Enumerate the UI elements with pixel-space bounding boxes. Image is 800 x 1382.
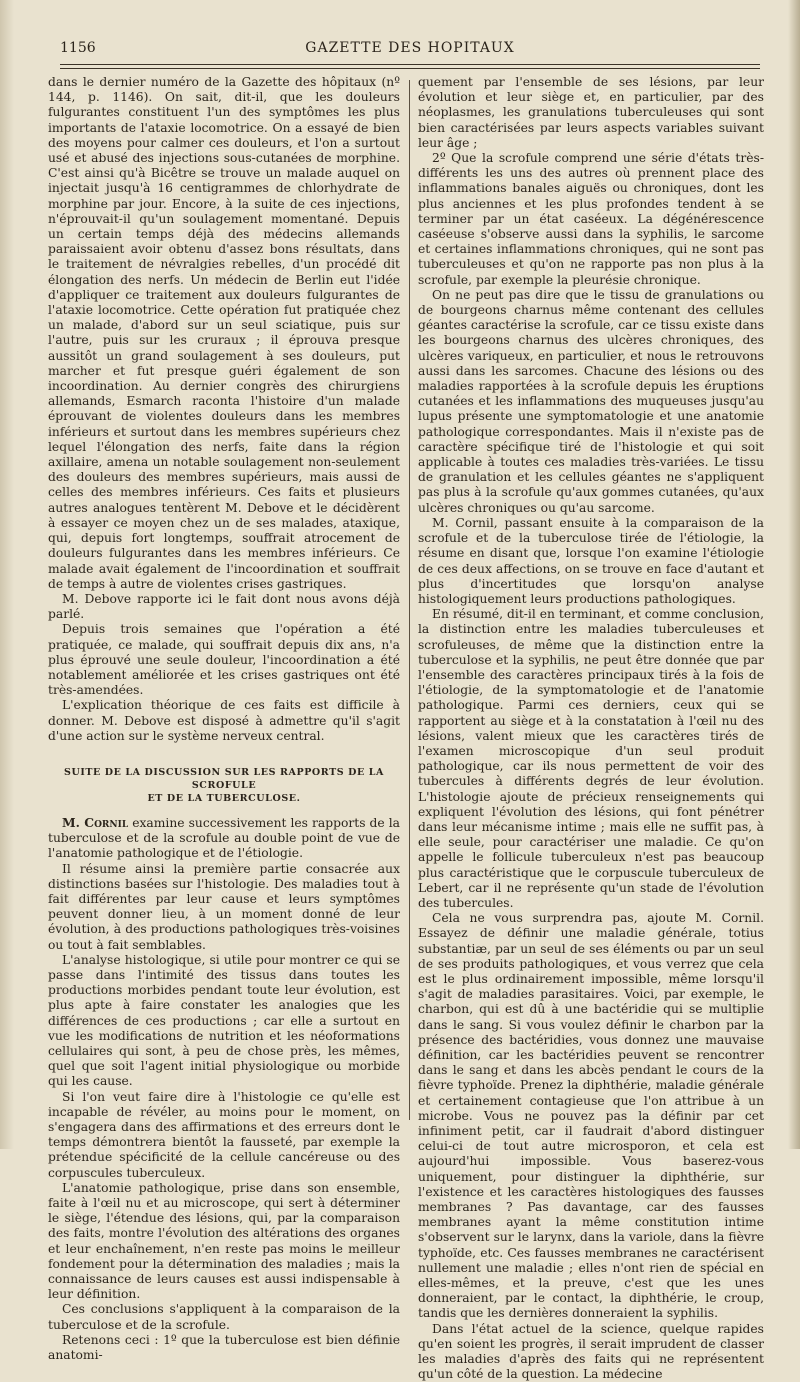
header-rule-bottom [60, 68, 760, 69]
paragraph [48, 815, 400, 862]
paragraph: Retenons ceci : 1º que la tuberculose est bien définie anatomi- [48, 1332, 400, 1363]
paragraph: 2º Que la scrofule comprend une série d'états très-différents les uns des autres où prennent place des inflammations banales aiguës ou chroniques, dont les plus anciennes et les plus profondes tendent à se terminer par un état caséeux. La dégénérescence caséeuse s'observe aussi dans la syphilis, le sarcome et certaines inflammations chroniques, qui ne sont pas tuberculeuses et qu'on ne rapporte pas non plus à la scrofule, par exemple la pleurésie chronique. [418, 151, 764, 287]
speaker-name: M. Cornil [62, 814, 129, 830]
paragraph: L'analyse histologique, si utile pour montrer ce qui se passe dans l'intimité des tissus dans toutes les productions morbides pendant toute leur évolution, est plus apte à faire constater les analogies que les différences de ces productions ; car elle a surtout en vue les modifications de nutrition et les néoformations cellulaires qui sont, à peu de chose près, les mêmes, quel que soit l'agent initial physiologique ou morbide qui les cause. [48, 952, 400, 1089]
page-header [60, 40, 760, 60]
paragraph: L'anatomie pathologique, prise dans son ensemble, faite à l'œil nu et au microscope, qui sert à déterminer le siège, l'étendue des lésions, qui, par la comparaison des faits, montre l'évolution des altérations des organes et leur enchaînement, n'en reste pas moins le meilleur fondement pour la détermination des maladies ; mais la connaissance de leurs causes est aussi indispensable à leur définition. [48, 1180, 400, 1302]
left-column [48, 75, 400, 1363]
section-title-line: ET DE LA TUBERCULOSE. [147, 792, 301, 804]
paragraph: Cela ne vous surprendra pas, ajoute M. Cornil. Essayez de définir une maladie générale, totius substantiæ, par un seul de ses éléments ou par un seul de ses produits pathologiques, et vous verrez que cela est le plus ordinairement impossible, même lorsqu'il s'agit de maladies parasitaires. Voici, par exemple, le charbon, qui est dû à une bactéridie qui se multiplie dans le sang. Si vous voulez définir le charbon par la présence des bactéridies, vous donnez une mauvaise définition, car les bactéridies peuvent se rencontrer dans le sang et dans les abcès pendant le cours de la fièvre typhoïde. Prenez la diphthérie, maladie générale et certainement contagieuse que l'on attribue à un microbe. Vous ne pouvez pas la définir par cet infiniment petit, car il faudrait d'abord distinguer celui-ci de tout autre microsporon, et cela est aujourd'hui impossible. Vous baserez-vous uniquement, pour distinguer la diphthérie, sur l'existence et les caractères histologiques des fausses membranes ? Pas davantage, car des fausses membranes ayant la même constitution intime s'observent sur le larynx, dans la variole, dans la fièvre typhoïde, etc. Ces fausses membranes ne caractérisent nullement une maladie ; elles n'ont rien de spécial en elles-mêmes, et la preuve, c'est que les unes donneraient, par le contact, la diphthérie, le croup, tandis que les dernières donneraient la syphilis. [418, 911, 764, 1321]
paragraph: M. Cornil, passant ensuite à la comparaison de la scrofule et de la tuberculose tirée de l'étiologie, la résume en disant que, lorsque l'on examine l'étiologie de ces deux affections, on se trouve en face d'autant et plus d'incertitudes que lorsqu'on analyse histologiquement leurs productions pathologiques. [418, 515, 764, 606]
paragraph: En résumé, dit-il en terminant, et comme conclusion, la distinction entre les maladies tuberculeuses et scrofuleuses, de même que la distinction entre la tuberculose et la syphilis, ne peut être donnée que par l'ensemble des caractères principaux tirés à la fois de l'étiologie, de la symptomatologie et de l'anatomie pathologique. Parmi ces derniers, ceux qui se rapportent au siège et à la constatation à l'œil nu des lésions, valent mieux que les caractères tirés de l'examen microscopique d'un seul produit pathologique, car ils nous permettent de voir des tubercules à différents degrés de leur évolution. L'histologie ajoute de précieux renseignements qui expliquent l'évolution des lésions, qui font pénétrer dans leur mécanisme intime ; mais elle ne suffit pas, à elle seule, pour caractériser une maladie. Ce qu'on appelle le follicule tuberculeux n'est pas beaucoup plus caractéristique que le corpuscule tuberculeux de Lebert, car il ne représente qu'un stade de l'évolution des tubercules. [418, 607, 764, 910]
paragraph: Ces conclusions s'appliquent à la comparaison de la tuberculose et de la scrofule. [48, 1302, 400, 1332]
paragraph: L'explication théorique de ces faits est difficile à donner. M. Debove est disposé à admettre qu'il s'agit d'une action sur le système nerveux central. [48, 698, 400, 743]
paragraph-text: examine successivement les rapports de la tuberculose et de la scrofule au double point de vue de l'anatomie pathologique et de l'étiologie. [48, 815, 400, 861]
page-number: 1156 [60, 40, 96, 56]
paragraph: Il résume ainsi la première partie consacrée aux distinctions basées sur l'histologie. Des maladies tout à fait différentes par leur cause et leurs symptômes peuvent donner lieu, à un moment donné de leur évolution, à des productions pathologiques très-voisines ou tout à fait semblables. [48, 861, 400, 952]
journal-title: GAZETTE DES HOPITAUX [305, 40, 515, 56]
paragraph: dans le dernier numéro de la Gazette des hôpitaux (nº 144, p. 1146). On sait, dit-il, que les douleurs fulgurantes constituent l'un des symptômes les plus importants de l'ataxie locomotrice. On a essayé de bien des moyens pour calmer ces douleurs, et l'on a surtout usé et abusé des injections sous-cutanées de morphine. C'est ainsi qu'à Bicêtre se trouve un malade auquel on injectait jusqu'à 16 centigrammes de chlorhydrate de morphine par jour. Encore, à la suite de ces injections, n'éprouvait-il qu'un soulagement momentané. Depuis un certain temps déjà des médecins allemands paraissaient avoir obtenu d'assez bons résultats, dans le traitement de névralgies rebelles, d'un procédé dit élongation des nerfs. Un médecin de Berlin eut l'idée d'appliquer ce traitement aux douleurs fulgurantes de l'ataxie locomotrice. Cette opération fut pratiquée chez un malade, d'abord sur un seul sciatique, puis sur l'autre, puis sur les cruraux ; il éprouva presque aussitôt un grand soulagement à ses douleurs, put marcher et fut presque guéri également de son incoordination. Au dernier congrès des chirurgiens allemands, Esmarch raconta l'histoire d'un malade éprouvant de violentes douleurs dans les membres inférieurs et surtout dans les membres supérieurs chez lequel l'élongation des nerfs, faite dans la région axillaire, amena un notable soulagement non-seulement des douleurs des membres supérieurs, mais aussi de celles des membres inférieurs. Ces faits et plusieurs autres analogues tentèrent M. Debove et le décidèrent à essayer ce moyen chez un de ses malades, ataxique, qui, depuis fort longtemps, souffrait atrocement de douleurs fulgurantes dans les membres inférieurs. Ce malade avait également de l'incoordination et souffrait de temps à autre de violentes crises gastriques. [48, 75, 400, 591]
paragraph: On ne peut pas dire que le tissu de granulations ou de bourgeons charnus même contenant des cellules géantes caractérise la scrofule, car ce tissu existe dans les bourgeons charnus des ulcères chroniques, des ulcères variqueux, en particulier, et nous le retrouvons aussi dans les sarcomes. Chacune des lésions ou des maladies rapportées à la scrofule depuis les éruptions cutanées et les inflammations des muqueuses jusqu'au lupus présente une symptomatologie et une anatomie pathologique correspondantes. Mais il n'existe pas de caractère spécifique tiré de l'histologie et qui soit applicable à toutes ces maladies très-variées. Le tissu de granulation et les cellules géantes ne s'appliquent pas plus à la scrofule qu'aux gommes cutanées, qu'aux ulcères chroniques ou qu'au sarcome. [418, 287, 764, 515]
header-rule-top [60, 64, 760, 65]
paragraph: M. Debove rapporte ici le fait dont nous avons déjà parlé. [48, 591, 400, 622]
column-divider [409, 80, 410, 1120]
section-title [48, 766, 400, 805]
page-edge-left [0, 0, 14, 1149]
paragraph: Si l'on veut faire dire à l'histologie ce qu'elle est incapable de révéler, au moins pour le moment, on s'engagera dans des affirmations et des erreurs dont le temps démontrera bientôt la fausseté, par exemple la prétendue spécificité de la cellule cancéreuse ou des corpuscules tuberculeux. [48, 1089, 400, 1180]
section-title-line: SUITE DE LA DISCUSSION SUR LES RAPPORTS DE LA SCROFULE [63, 766, 385, 791]
right-column [418, 75, 764, 1382]
paragraph: Dans l'état actuel de la science, quelque rapides qu'en soient les progrès, il serait imprudent de classer les maladies d'après des faits qui ne représentent qu'un côté de la question. La médecine [418, 1321, 764, 1382]
paragraph: quement par l'ensemble de ses lésions, par leur évolution et leur siège et, en particulier, par des néoplasmes, les granulations tuberculeuses qui sont bien caractérisées par leurs aspects variables suivant leur âge ; [418, 75, 764, 150]
page-edge-right [788, 0, 800, 1149]
paragraph: Depuis trois semaines que l'opération a été pratiquée, ce malade, qui souffrait depuis dix ans, n'a plus éprouvé une seule douleur, l'incoordination a été notablement améliorée et les crises gastriques ont été très-amendées. [48, 622, 400, 698]
